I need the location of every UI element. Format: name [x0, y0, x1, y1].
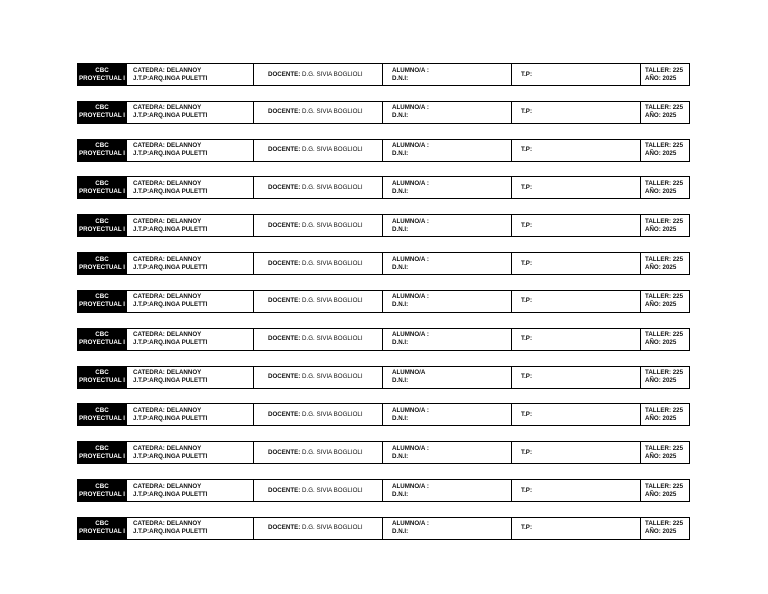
course-name: PROYECTUAL I	[79, 150, 125, 158]
catedra-label: CATEDRA:	[133, 66, 165, 74]
docente-value: D.G. SIVIA BOGLIOLI	[302, 524, 363, 532]
cbc-title: CBC	[95, 406, 109, 414]
cbc-block	[78, 291, 127, 312]
docente-block	[254, 102, 383, 123]
docente-label: DOCENTE:	[268, 410, 301, 418]
taller-block	[641, 329, 689, 350]
cbc-block	[78, 253, 127, 274]
anio-label: AÑO: 2025	[645, 74, 677, 82]
catedra-line	[133, 256, 201, 264]
docente-label: DOCENTE:	[268, 259, 301, 267]
docente-label: DOCENTE:	[268, 146, 301, 154]
course-name: PROYECTUAL I	[79, 187, 125, 195]
tp-label: T.P:	[521, 183, 532, 191]
catedra-line	[133, 67, 201, 75]
taller-label: TALLER: 225	[645, 444, 684, 452]
catedra-label: CATEDRA:	[133, 104, 165, 112]
docente-label: DOCENTE:	[268, 221, 301, 229]
alumno-label: ALUMNO/A :	[392, 482, 429, 490]
taller-label: TALLER: 225	[645, 255, 684, 263]
cbc-block	[78, 329, 127, 350]
catedra-block	[127, 177, 254, 198]
tp-block	[512, 102, 641, 123]
cbc-block	[78, 215, 127, 236]
dni-label: D.N.I:	[392, 452, 409, 460]
catedra-line	[133, 369, 201, 377]
catedra-label: CATEDRA:	[133, 369, 165, 377]
tp-block	[512, 177, 641, 198]
catedra-value: DELANNOY	[166, 179, 202, 187]
cbc-block	[78, 177, 127, 198]
tp-block	[512, 480, 641, 501]
cbc-title: CBC	[95, 217, 109, 225]
alumno-block	[383, 177, 512, 198]
course-name: PROYECTUAL I	[79, 377, 125, 385]
docente-value: D.G. SIVIA BOGLIOLI	[302, 486, 363, 494]
course-name: PROYECTUAL I	[79, 112, 125, 120]
cbc-block	[78, 140, 127, 161]
taller-block	[641, 253, 689, 274]
catedra-line	[133, 142, 201, 150]
docente-label: DOCENTE:	[268, 335, 301, 343]
catedra-block	[127, 367, 254, 388]
taller-block	[641, 480, 689, 501]
taller-label: TALLER: 225	[645, 406, 684, 414]
alumno-block	[383, 215, 512, 236]
catedra-block	[127, 404, 254, 425]
docente-value: D.G. SIVIA BOGLIOLI	[302, 297, 363, 305]
docente-value: D.G. SIVIA BOGLIOLI	[302, 259, 363, 267]
catedra-value: DELANNOY	[166, 142, 202, 150]
dni-label: D.N.I:	[392, 301, 409, 309]
docente-block	[254, 215, 383, 236]
docente-value: D.G. SIVIA BOGLIOLI	[302, 448, 363, 456]
catedra-block	[127, 480, 254, 501]
docente-block	[254, 367, 383, 388]
catedra-value: DELANNOY	[166, 293, 202, 301]
course-name: PROYECTUAL I	[79, 490, 125, 498]
tp-label: T.P:	[521, 335, 532, 343]
label-row	[77, 252, 690, 275]
cbc-title: CBC	[95, 331, 109, 339]
docente-value: D.G. SIVIA BOGLIOLI	[302, 146, 363, 154]
dni-label: D.N.I:	[392, 528, 409, 536]
catedra-label: CATEDRA:	[133, 179, 165, 187]
docente-value: D.G. SIVIA BOGLIOLI	[302, 221, 363, 229]
label-row	[77, 328, 690, 351]
jtp-line: J.T.P:ARQ.INGA PULETTI	[133, 452, 208, 460]
alumno-block	[383, 480, 512, 501]
catedra-value: DELANNOY	[166, 331, 202, 339]
alumno-label: ALUMNO/A :	[392, 179, 429, 187]
dni-label: D.N.I:	[392, 263, 409, 271]
docente-value: D.G. SIVIA BOGLIOLI	[302, 70, 363, 78]
jtp-line: J.T.P:ARQ.INGA PULETTI	[133, 490, 208, 498]
jtp-line: J.T.P:ARQ.INGA PULETTI	[133, 74, 208, 82]
dni-label: D.N.I:	[392, 339, 409, 347]
jtp-line: J.T.P:ARQ.INGA PULETTI	[133, 187, 208, 195]
label-row	[77, 479, 690, 502]
catedra-label: CATEDRA:	[133, 444, 165, 452]
cbc-title: CBC	[95, 482, 109, 490]
jtp-line: J.T.P:ARQ.INGA PULETTI	[133, 225, 208, 233]
taller-block	[641, 177, 689, 198]
docente-label: DOCENTE:	[268, 373, 301, 381]
taller-block	[641, 291, 689, 312]
docente-block	[254, 253, 383, 274]
taller-label: TALLER: 225	[645, 520, 684, 528]
docente-block	[254, 177, 383, 198]
catedra-line	[133, 445, 201, 453]
cbc-title: CBC	[95, 255, 109, 263]
cbc-title: CBC	[95, 293, 109, 301]
cbc-title: CBC	[95, 520, 109, 528]
alumno-label: ALUMNO/A :	[392, 406, 429, 414]
cbc-title: CBC	[95, 444, 109, 452]
cbc-title: CBC	[95, 179, 109, 187]
alumno-block	[383, 64, 512, 85]
tp-label: T.P:	[521, 70, 532, 78]
dni-label: D.N.I:	[392, 490, 409, 498]
tp-block	[512, 404, 641, 425]
taller-block	[641, 442, 689, 463]
catedra-line	[133, 483, 201, 491]
dni-label: D.N.I:	[392, 74, 409, 82]
dni-label: D.N.I:	[392, 150, 409, 158]
catedra-block	[127, 215, 254, 236]
cbc-title: CBC	[95, 66, 109, 74]
course-name: PROYECTUAL I	[79, 263, 125, 271]
tp-label: T.P:	[521, 373, 532, 381]
cbc-title: CBC	[95, 142, 109, 150]
catedra-block	[127, 518, 254, 539]
tp-label: T.P:	[521, 448, 532, 456]
label-row	[77, 366, 690, 389]
docente-block	[254, 64, 383, 85]
alumno-label: ALUMNO/A :	[392, 66, 429, 74]
taller-label: TALLER: 225	[645, 179, 684, 187]
cbc-block	[78, 480, 127, 501]
docente-label: DOCENTE:	[268, 70, 301, 78]
cbc-block	[78, 442, 127, 463]
course-name: PROYECTUAL I	[79, 225, 125, 233]
anio-label: AÑO: 2025	[645, 339, 677, 347]
dni-label: D.N.I:	[392, 187, 409, 195]
catedra-block	[127, 329, 254, 350]
anio-label: AÑO: 2025	[645, 263, 677, 271]
taller-label: TALLER: 225	[645, 217, 684, 225]
tp-block	[512, 329, 641, 350]
anio-label: AÑO: 2025	[645, 112, 677, 120]
catedra-line	[133, 104, 201, 112]
cbc-block	[78, 518, 127, 539]
anio-label: AÑO: 2025	[645, 301, 677, 309]
docente-value: D.G. SIVIA BOGLIOLI	[302, 108, 363, 116]
tp-block	[512, 518, 641, 539]
catedra-label: CATEDRA:	[133, 482, 165, 490]
tp-block	[512, 291, 641, 312]
catedra-value: DELANNOY	[166, 406, 202, 414]
jtp-line: J.T.P:ARQ.INGA PULETTI	[133, 528, 208, 536]
dni-label: D.N.I:	[392, 377, 409, 385]
catedra-value: DELANNOY	[166, 217, 202, 225]
label-row	[77, 176, 690, 199]
cbc-block	[78, 102, 127, 123]
course-name: PROYECTUAL I	[79, 339, 125, 347]
docente-block	[254, 291, 383, 312]
anio-label: AÑO: 2025	[645, 452, 677, 460]
tp-block	[512, 442, 641, 463]
catedra-line	[133, 407, 201, 415]
catedra-value: DELANNOY	[166, 255, 202, 263]
catedra-label: CATEDRA:	[133, 520, 165, 528]
catedra-line	[133, 218, 201, 226]
taller-label: TALLER: 225	[645, 293, 684, 301]
alumno-block	[383, 367, 512, 388]
jtp-line: J.T.P:ARQ.INGA PULETTI	[133, 414, 208, 422]
catedra-label: CATEDRA:	[133, 255, 165, 263]
tp-label: T.P:	[521, 108, 532, 116]
alumno-label: ALUMNO/A :	[392, 520, 429, 528]
alumno-label: ALUMNO/A :	[392, 444, 429, 452]
course-name: PROYECTUAL I	[79, 414, 125, 422]
taller-block	[641, 102, 689, 123]
dni-label: D.N.I:	[392, 225, 409, 233]
alumno-label: ALUMNO/A :	[392, 217, 429, 225]
catedra-block	[127, 140, 254, 161]
label-row	[77, 63, 690, 86]
docente-block	[254, 442, 383, 463]
cbc-block	[78, 64, 127, 85]
catedra-line	[133, 180, 201, 188]
course-name: PROYECTUAL I	[79, 452, 125, 460]
course-name: PROYECTUAL I	[79, 301, 125, 309]
tp-block	[512, 215, 641, 236]
tp-label: T.P:	[521, 259, 532, 267]
cbc-title: CBC	[95, 104, 109, 112]
taller-label: TALLER: 225	[645, 369, 684, 377]
docente-label: DOCENTE:	[268, 183, 301, 191]
cbc-block	[78, 404, 127, 425]
jtp-line: J.T.P:ARQ.INGA PULETTI	[133, 112, 208, 120]
taller-label: TALLER: 225	[645, 482, 684, 490]
cbc-title: CBC	[95, 369, 109, 377]
label-row	[77, 441, 690, 464]
taller-label: TALLER: 225	[645, 66, 684, 74]
label-row	[77, 139, 690, 162]
catedra-line	[133, 331, 201, 339]
cbc-block	[78, 367, 127, 388]
docente-value: D.G. SIVIA BOGLIOLI	[302, 373, 363, 381]
docente-label: DOCENTE:	[268, 486, 301, 494]
docente-block	[254, 404, 383, 425]
tp-block	[512, 140, 641, 161]
label-row	[77, 403, 690, 426]
label-row	[77, 517, 690, 540]
alumno-block	[383, 253, 512, 274]
catedra-value: DELANNOY	[166, 369, 202, 377]
alumno-block	[383, 102, 512, 123]
catedra-label: CATEDRA:	[133, 406, 165, 414]
alumno-block	[383, 329, 512, 350]
docente-value: D.G. SIVIA BOGLIOLI	[302, 410, 363, 418]
tp-label: T.P:	[521, 524, 532, 532]
alumno-label: ALUMNO/A :	[392, 142, 429, 150]
tp-label: T.P:	[521, 146, 532, 154]
alumno-label: ALUMNO/A :	[392, 331, 429, 339]
tp-block	[512, 367, 641, 388]
catedra-value: DELANNOY	[166, 520, 202, 528]
taller-block	[641, 367, 689, 388]
alumno-label: ALUMNO/A	[392, 369, 426, 377]
docente-block	[254, 518, 383, 539]
catedra-value: DELANNOY	[166, 482, 202, 490]
anio-label: AÑO: 2025	[645, 187, 677, 195]
catedra-line	[133, 520, 201, 528]
anio-label: AÑO: 2025	[645, 490, 677, 498]
catedra-block	[127, 291, 254, 312]
course-name: PROYECTUAL I	[79, 528, 125, 536]
label-row	[77, 214, 690, 237]
docente-label: DOCENTE:	[268, 297, 301, 305]
label-row	[77, 290, 690, 313]
alumno-block	[383, 291, 512, 312]
tp-label: T.P:	[521, 221, 532, 229]
catedra-label: CATEDRA:	[133, 293, 165, 301]
anio-label: AÑO: 2025	[645, 528, 677, 536]
docente-label: DOCENTE:	[268, 108, 301, 116]
alumno-block	[383, 518, 512, 539]
label-sheet	[77, 63, 690, 555]
docente-block	[254, 329, 383, 350]
taller-label: TALLER: 225	[645, 104, 684, 112]
taller-block	[641, 404, 689, 425]
catedra-block	[127, 253, 254, 274]
docente-label: DOCENTE:	[268, 448, 301, 456]
course-name: PROYECTUAL I	[79, 74, 125, 82]
alumno-block	[383, 442, 512, 463]
tp-block	[512, 64, 641, 85]
alumno-block	[383, 140, 512, 161]
catedra-block	[127, 102, 254, 123]
taller-label: TALLER: 225	[645, 142, 684, 150]
anio-label: AÑO: 2025	[645, 414, 677, 422]
docente-value: D.G. SIVIA BOGLIOLI	[302, 183, 363, 191]
catedra-line	[133, 293, 201, 301]
alumno-label: ALUMNO/A :	[392, 104, 429, 112]
dni-label: D.N.I:	[392, 112, 409, 120]
catedra-value: DELANNOY	[166, 444, 202, 452]
tp-label: T.P:	[521, 297, 532, 305]
taller-block	[641, 64, 689, 85]
catedra-label: CATEDRA:	[133, 331, 165, 339]
label-row	[77, 101, 690, 124]
catedra-label: CATEDRA:	[133, 217, 165, 225]
docente-block	[254, 140, 383, 161]
docente-label: DOCENTE:	[268, 524, 301, 532]
docente-value: D.G. SIVIA BOGLIOLI	[302, 335, 363, 343]
dni-label: D.N.I:	[392, 414, 409, 422]
catedra-block	[127, 442, 254, 463]
taller-block	[641, 518, 689, 539]
catedra-value: DELANNOY	[166, 66, 202, 74]
tp-label: T.P:	[521, 486, 532, 494]
jtp-line: J.T.P:ARQ.INGA PULETTI	[133, 150, 208, 158]
catedra-block	[127, 64, 254, 85]
anio-label: AÑO: 2025	[645, 225, 677, 233]
catedra-value: DELANNOY	[166, 104, 202, 112]
alumno-label: ALUMNO/A :	[392, 255, 429, 263]
jtp-line: J.T.P:ARQ.INGA PULETTI	[133, 263, 208, 271]
taller-block	[641, 140, 689, 161]
jtp-line: J.T.P:ARQ.INGA PULETTI	[133, 301, 208, 309]
taller-label: TALLER: 225	[645, 331, 684, 339]
anio-label: AÑO: 2025	[645, 377, 677, 385]
anio-label: AÑO: 2025	[645, 150, 677, 158]
catedra-label: CATEDRA:	[133, 142, 165, 150]
jtp-line: J.T.P:ARQ.INGA PULETTI	[133, 377, 208, 385]
docente-block	[254, 480, 383, 501]
taller-block	[641, 215, 689, 236]
alumno-label: ALUMNO/A :	[392, 293, 429, 301]
alumno-block	[383, 404, 512, 425]
tp-block	[512, 253, 641, 274]
jtp-line: J.T.P:ARQ.INGA PULETTI	[133, 339, 208, 347]
tp-label: T.P:	[521, 410, 532, 418]
